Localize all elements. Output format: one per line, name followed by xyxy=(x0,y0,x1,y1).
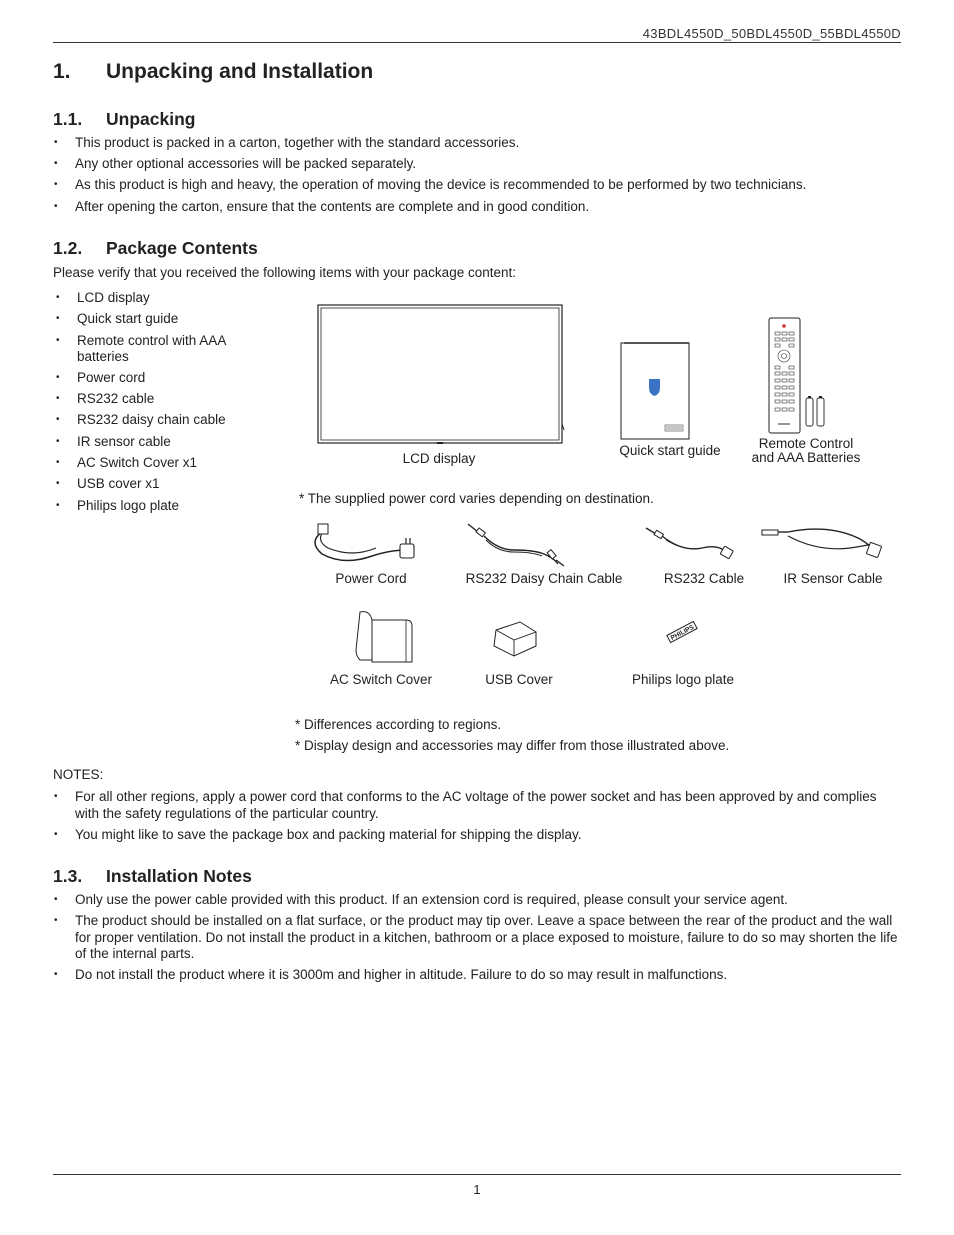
list-item: • Any other optional accessories will be packed separately. xyxy=(53,156,901,173)
rs232-cable-image xyxy=(642,524,738,562)
section-1-3-heading xyxy=(53,866,901,888)
battery-icon xyxy=(806,398,813,426)
header-rule xyxy=(53,42,901,43)
remote-control-caption: Remote Control and AAA Batteries xyxy=(751,436,861,465)
power-cord-note: * The supplied power cord varies depending on destination. xyxy=(299,491,654,506)
section-1-2-heading xyxy=(53,238,901,260)
installation-notes-list xyxy=(53,892,901,989)
package-intro: Please verify that you received the following items with your package content: xyxy=(53,265,516,280)
regions-note: * Differences according to regions. xyxy=(295,717,502,732)
power-cord-image xyxy=(308,520,420,566)
list-item: • Remote control with AAA batteries xyxy=(53,333,253,365)
section-1-2-title: Package Contents xyxy=(106,238,258,258)
section-1-1-title: Unpacking xyxy=(106,109,196,129)
design-note: * Display design and accessories may differ from those illustrated above. xyxy=(295,738,730,753)
section-1-1-number: 1.1. xyxy=(53,109,83,129)
ir-sensor-cable-caption: IR Sensor Cable xyxy=(783,571,883,586)
rs232-daisy-chain-cable-image xyxy=(464,520,570,568)
rs232-daisy-chain-cable-caption: RS232 Daisy Chain Cable xyxy=(465,571,623,586)
list-item: • The product should be installed on a flat surface, or the product may tip over. Leave a space between the rear of the product and the wall for proper ventilation. Do not install the product in a kitchen, bathroom or a place exposed to moisture, failure to do so may shorten the life of the internal parts. xyxy=(53,913,901,963)
list-item: • Power cord xyxy=(53,370,253,386)
package-items-list xyxy=(53,290,253,519)
notes-list xyxy=(53,789,901,848)
list-item: • Do not install the product where it is 3000m and higher in altitude. Failure to do so may result in malfunctions. xyxy=(53,967,901,984)
section-1-3-title: Installation Notes xyxy=(106,866,252,886)
section-1-2-number: 1.2. xyxy=(53,238,83,258)
list-item: • IR sensor cable xyxy=(53,434,253,450)
list-item: • AC Switch Cover x1 xyxy=(53,455,253,471)
usb-cover-image xyxy=(490,618,542,658)
section-1-number: 1. xyxy=(53,60,71,83)
ac-switch-cover-caption: AC Switch Cover xyxy=(329,672,433,687)
list-item: • USB cover x1 xyxy=(53,476,253,492)
page-number: 1 xyxy=(473,1182,481,1197)
quick-start-guide-image xyxy=(619,341,691,441)
list-item: • This product is packed in a carton, together with the standard accessories. xyxy=(53,135,901,152)
list-item: • RS232 daisy chain cable xyxy=(53,412,253,428)
footer-rule xyxy=(53,1174,901,1175)
list-item: • After opening the carton, ensure that the contents are complete and in good condition. xyxy=(53,199,901,216)
list-item: • For all other regions, apply a power cord that conforms to the AC voltage of the power socket and has been approved by and complies with the safety regulations of the particular country. xyxy=(53,789,901,822)
list-item: • You might like to save the package box and packing material for shipping the display. xyxy=(53,827,901,844)
philips-logo-plate-caption: Philips logo plate xyxy=(631,672,735,687)
battery-icon xyxy=(817,398,824,426)
lcd-display-image xyxy=(317,304,565,446)
lcd-display-caption: LCD display xyxy=(402,451,476,466)
model-header: 43BDL4550D_50BDL4550D_55BDL4550D xyxy=(642,26,901,41)
ir-sensor-cable-image xyxy=(760,524,886,562)
list-item: • LCD display xyxy=(53,290,253,306)
section-1-3-number: 1.3. xyxy=(53,866,83,886)
list-item: • Only use the power cable provided with this product. If an extension cord is required, please consult your service agent. xyxy=(53,892,901,909)
quick-start-guide-caption: Quick start guide xyxy=(619,443,721,458)
section-1-1-heading xyxy=(53,109,901,131)
list-item: • Quick start guide xyxy=(53,311,253,327)
list-item: • RS232 cable xyxy=(53,391,253,407)
list-item: • Philips logo plate xyxy=(53,498,253,514)
power-cord-caption: Power Cord xyxy=(335,571,407,586)
notes-label: NOTES: xyxy=(53,767,104,782)
section-1-heading xyxy=(53,60,901,86)
list-item: • As this product is high and heavy, the operation of moving the device is recommended to be performed by two technicians. xyxy=(53,177,901,194)
rs232-cable-caption: RS232 Cable xyxy=(663,571,745,586)
section-1-title: Unpacking and Installation xyxy=(106,60,374,83)
usb-cover-caption: USB Cover xyxy=(485,672,553,687)
philips-logo-plate-image xyxy=(664,620,700,644)
ac-switch-cover-image xyxy=(354,608,416,668)
unpacking-list xyxy=(53,135,901,220)
remote-control-image xyxy=(766,316,830,436)
philips-logo-text: PHILIPS xyxy=(669,623,696,642)
